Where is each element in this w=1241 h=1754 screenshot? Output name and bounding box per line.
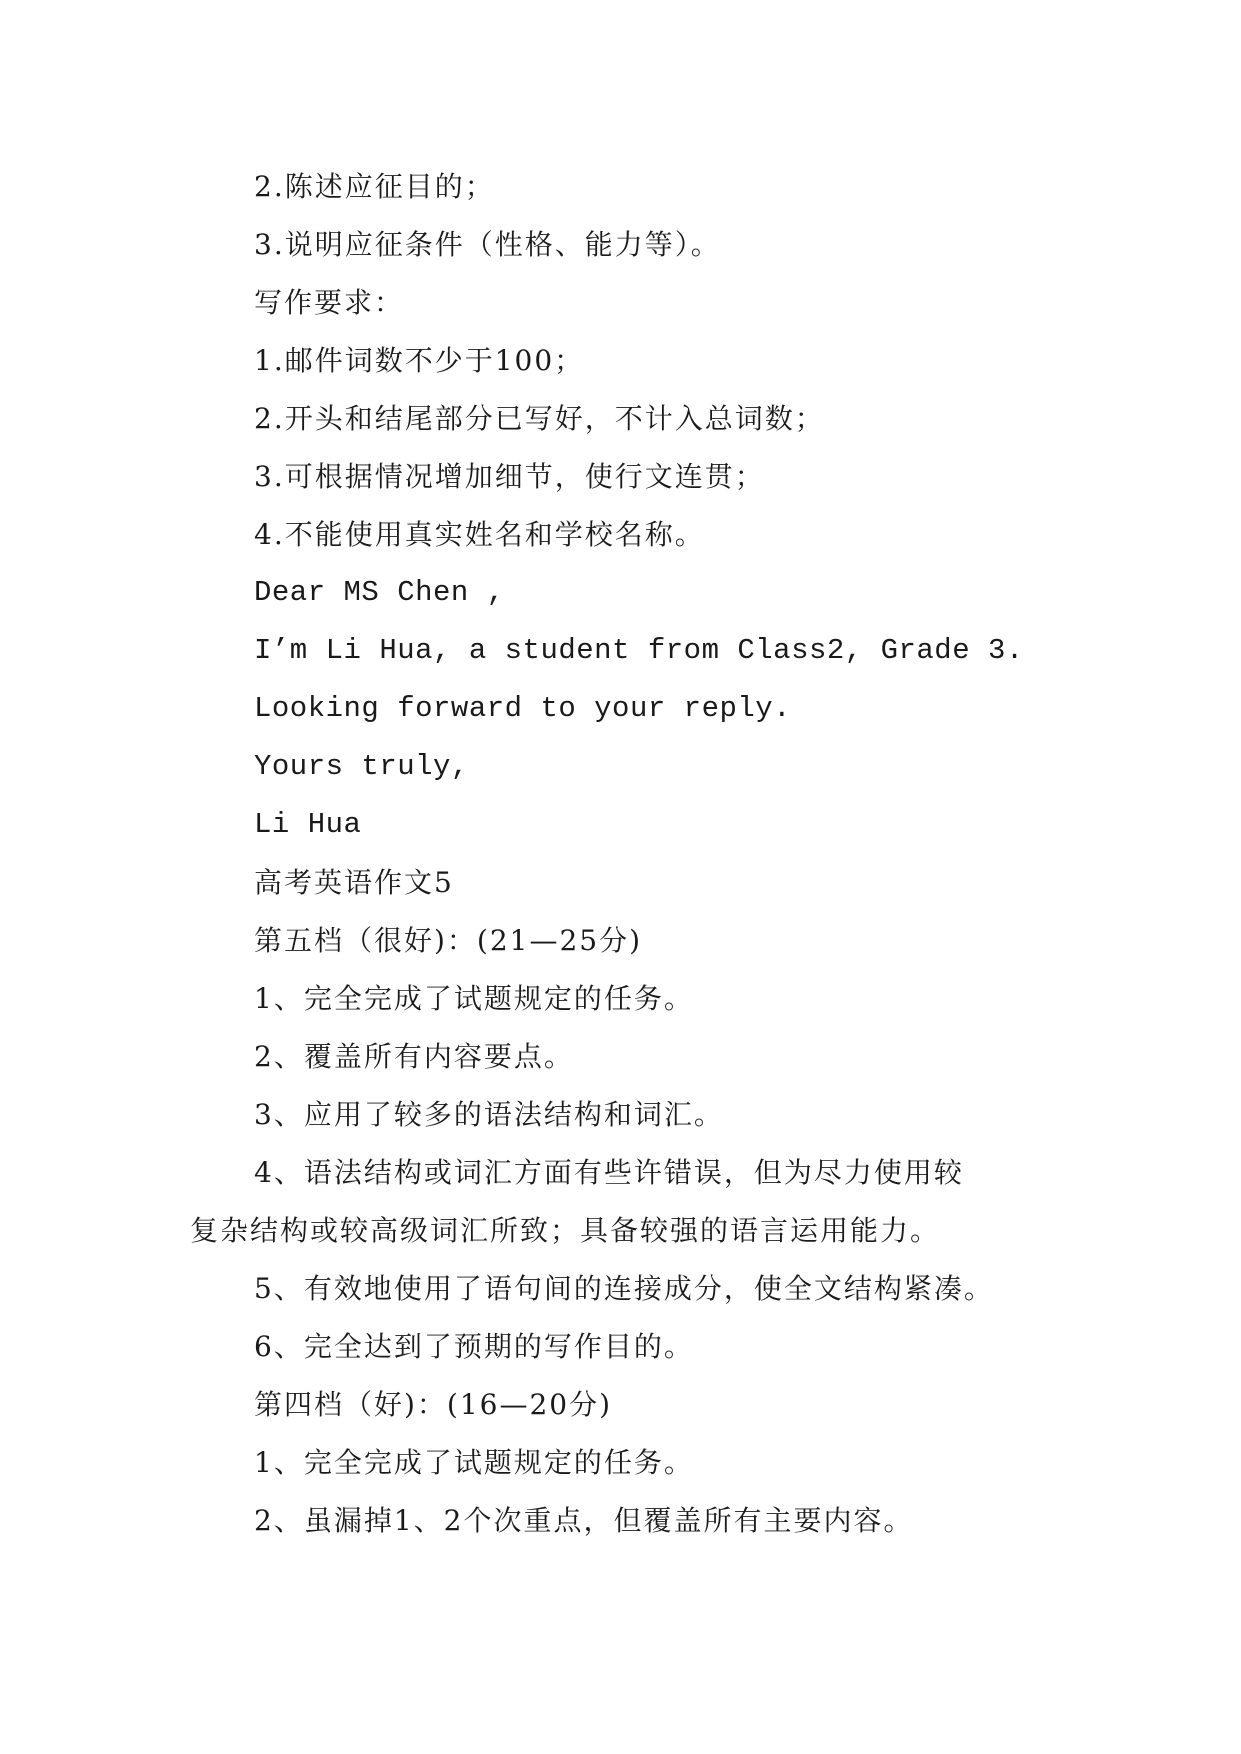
text-line: 2.开头和结尾部分已写好，不计入总词数； xyxy=(254,402,825,435)
text-line: 3.可根据情况增加细节，使行文连贯； xyxy=(254,460,765,493)
section-heading: 写作要求： xyxy=(254,286,405,319)
text-line: 2、虽漏掉1、2个次重点，但覆盖所有主要内容。 xyxy=(254,1504,914,1537)
text-line: 1、完全完成了试题规定的任务。 xyxy=(254,1446,694,1479)
text-line: 1、完全完成了试题规定的任务。 xyxy=(254,982,694,1015)
text-line: 2、覆盖所有内容要点。 xyxy=(254,1040,574,1073)
letter-intro: I’m Li Hua, a student from Class2, Grade 3. xyxy=(254,634,1024,667)
text-line: 6、完全达到了预期的写作目的。 xyxy=(254,1330,694,1363)
text-line: 5、有效地使用了语句间的连接成分，使全文结构紧凑。 xyxy=(254,1272,994,1305)
text-line: 复杂结构或较高级词汇所致；具备较强的语言运用能力。 xyxy=(190,1214,941,1247)
letter-signature: Li Hua xyxy=(254,808,362,841)
letter-signoff: Yours truly, xyxy=(254,750,469,783)
text-line: 1.邮件词数不少于100； xyxy=(254,344,585,377)
letter-greeting: Dear MS Chen , xyxy=(254,576,505,609)
essay-title: 高考英语作文5 xyxy=(254,866,454,899)
text-line: 3、应用了较多的语法结构和词汇。 xyxy=(254,1098,724,1131)
letter-closing: Looking forward to your reply. xyxy=(254,692,792,725)
document-body xyxy=(190,158,1070,1550)
text-line: 4.不能使用真实姓名和学校名称。 xyxy=(254,518,705,551)
grade-heading: 第五档（很好)：(21—25分) xyxy=(254,924,643,957)
grade-heading: 第四档（好)：(16—20分) xyxy=(254,1388,613,1421)
text-line: 2.陈述应征目的； xyxy=(254,170,495,203)
text-line: 3.说明应征条件（性格、能力等）。 xyxy=(254,228,721,261)
text-line: 4、语法结构或词汇方面有些许错误，但为尽力使用较 xyxy=(254,1156,964,1189)
